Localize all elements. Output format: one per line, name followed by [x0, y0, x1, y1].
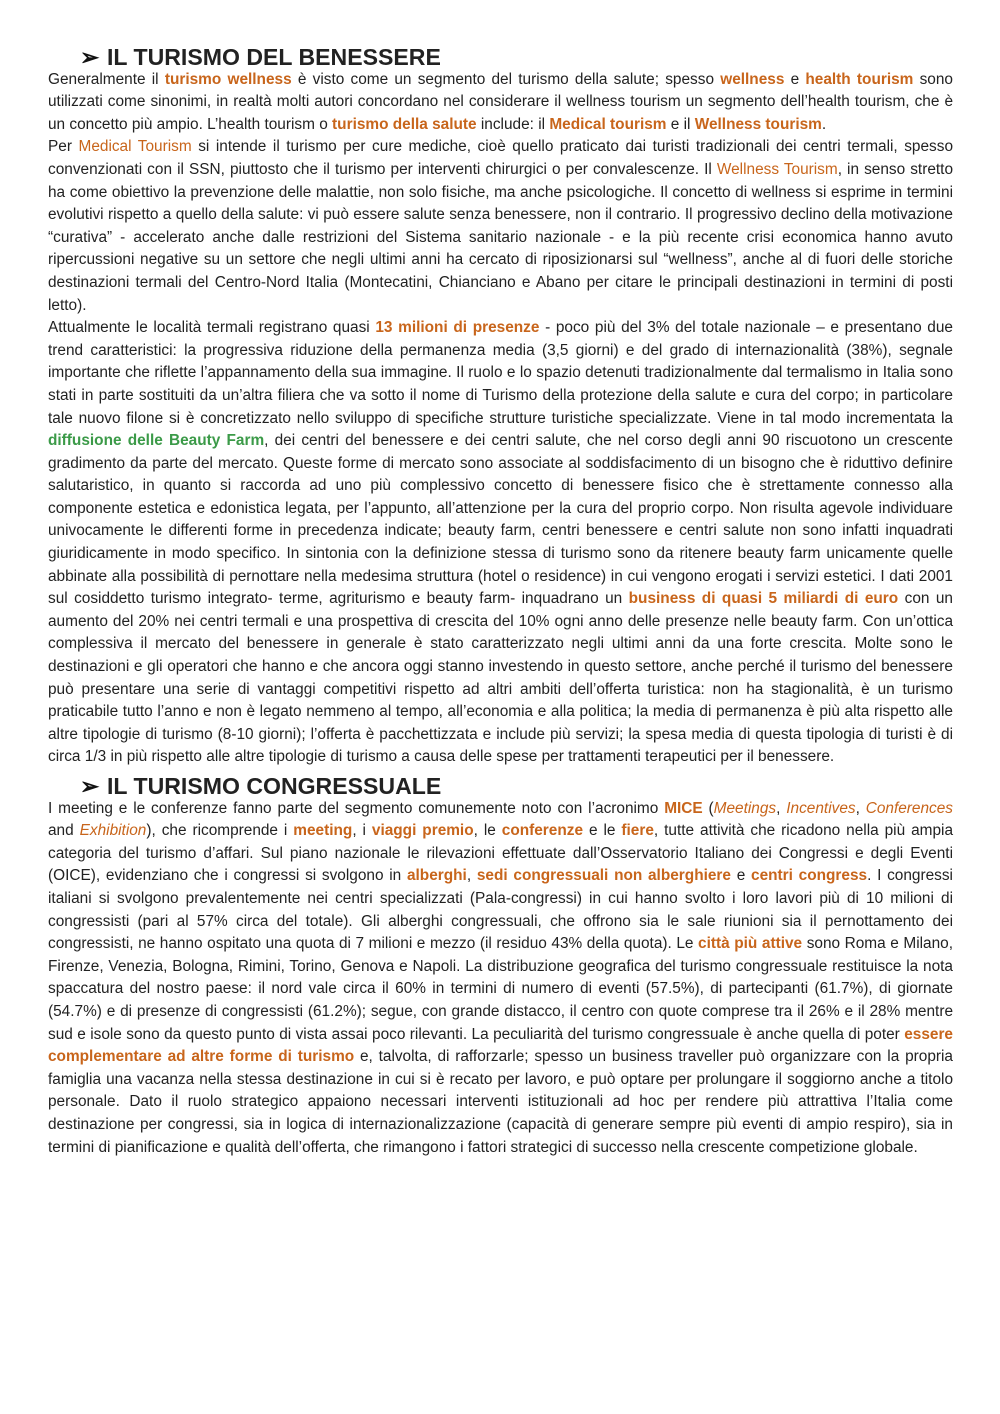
highlight: città più attive	[698, 935, 803, 953]
text: (	[702, 799, 714, 817]
section-title: IL TURISMO CONGRESSUALE	[107, 773, 442, 799]
highlight: 13 milioni di presenze	[375, 319, 540, 337]
italic-term: Conferences	[865, 799, 953, 817]
highlight: MICE	[664, 799, 703, 817]
text: Per	[48, 138, 79, 156]
section-title: IL TURISMO DEL BENESSERE	[107, 44, 441, 70]
text: - poco più del 3% del totale nazionale – e presentano due trend caratteristici: la progressiva riduzione della permanenza media (3,5 giorni) e del grado di internazionalità (38%), segnale importante che riflette l’appannamento della sua immagine. Il ruolo e lo spazio detenuti tradizionalmente dal termalismo in Italia sono stati in parte sostituiti da un’altra filiera che va sotto il nome di Turismo della protezione della salute e cura del corpo; in particolare tale nuovo filone si è concretizzato nello sviluppo di specifiche strutture turistiche specializzate. Viene in tal modo incrementata la	[48, 319, 953, 427]
text: , in senso stretto ha come obiettivo la prevenzione delle malattie, non solo fisiche, ma anche psicologiche. Il concetto di wellness si esprime in termini evolutivi rispetto a quello della salute: vi può essere salute senza benessere, non il contrario. Il progressivo declino della motivazione “curativa” - accelerato anche dalle restrizioni del Sistema sanitario nazionale - e la più recente crisi economica hanno avuto ripercussioni negative su un settore che negli ultimi anni ha cercato di riposizionarsi sul “wellness”, anche al di fuori delle storiche destinazioni termali del Centro-Nord Italia (Montecatini, Chianciano e Abano per citare le principali destinazioni in termini di posti letto).	[48, 160, 954, 314]
italic-term: Meetings	[713, 799, 777, 817]
text: , i	[352, 822, 372, 840]
arrow-bullet-icon: ➢	[80, 44, 100, 70]
highlight: health tourism	[805, 70, 914, 88]
document-page	[48, 46, 953, 1159]
highlight: alberghi	[406, 867, 467, 885]
text: e, talvolta, di rafforzarle; spesso un business traveller può organizzare con la propria famiglia una vacanza nella stessa destinazione in cui si è recato per lavoro, e può optare per prolungare il soggiorno anche a titolo personale. Dato il ruolo strategico appaiono necessari interventi istituzionali ad hoc per rendere più attrattiva l’Italia come destinazione per congressi, sia in logica di internazionalizzazione (capacità di generare sempre più eventi di ampio respiro), sia in termini di pianificazione e qualità dell’offerta, che rimangono i fattori strategici di successo nella crescente competizione globale.	[48, 1048, 953, 1156]
highlight: Wellness Tourism	[716, 160, 838, 178]
text: ,	[776, 799, 787, 817]
text: e il	[666, 115, 695, 133]
text: ,	[855, 799, 866, 817]
text: , dei centri del benessere e dei centri salute, che nel corso degli anni 90 riscuotono un crescente gradimento da parte del mercato. Queste forme di mercato sono associate al soddisfacimento di un bisogno che è riduttivo definire salutaristico, in quanto si raccorda ad uno più complessivo concetto di benessere fisico che è strettamente connesso alla componente estetica e edonistica legata, per l’appunto, all’attenzione per la cura del proprio corpo. Non risulta agevole individuare univocamente le differenti forme in precedenza indicate; beauty farm, centri benessere e centri salute non sono infatti inquadrati giuridicamente in modo specifico. In sintonia con la definizione stessa di turismo sono da ritenere beauty farm unicamente quelle abbinate alla possibilità di pernottare nella medesima struttura (hotel o residence) in cui vengono erogati i servizi estetici. I dati 2001 sul cosiddetto turismo integrato- terme, agriturismo e beauty farm- inquadrano un	[48, 432, 953, 608]
highlight: business di quasi 5 miliardi di euro	[628, 590, 899, 608]
text: ), che ricomprende i	[146, 822, 294, 840]
text: e le	[583, 822, 622, 840]
paragraph-wellness-intro	[48, 69, 953, 137]
highlight: viaggi premio	[371, 822, 474, 840]
highlight: Medical Tourism	[78, 138, 192, 156]
text: si intende il turismo per cure mediche, cioè quello praticato dai turisti tradizionali dei centri termali, spesso convenzionati con il SSN, piuttosto che il turismo per interventi chirurgici o per convalescenze. Il	[48, 138, 954, 178]
arrow-bullet-icon: ➢	[80, 773, 100, 799]
text: , le	[473, 822, 502, 840]
highlight: Wellness tourism	[694, 115, 822, 133]
highlight: conferenze	[501, 822, 584, 840]
paragraph-termal-market	[48, 317, 953, 769]
text: e	[730, 867, 752, 885]
highlight: fiere	[621, 822, 654, 840]
text: ,	[466, 867, 477, 885]
highlight: turismo wellness	[164, 70, 292, 88]
paragraph-mice	[48, 798, 953, 1160]
italic-term: Exhibition	[79, 822, 147, 840]
text: . I congressi italiani si svolgono prevalentemente nei centri specializzati (Pala-congressi) in cui hanno svolto i loro lavori più di 10 milioni di congressisti (pari al 57% circa del totale). Gli alberghi congressuali, che offrono sia le sale riunioni sia il pernottamento dei congressisti, ne hanno ospitato una quota di 7 milioni e mezzo (il residuo 43% della quota). Le	[48, 867, 953, 953]
text: sono Roma e Milano, Firenze, Venezia, Bologna, Rimini, Torino, Genova e Napoli. La distribuzione geografica del turismo congressuale restituisce la nota spaccatura del nostro paese: il nord vale circa il 60% in termini di numero di eventi (57.5%), di partecipanti (61.7%), di giornate (54.7%) e di presenze di congressisti (61.2%); segue, con grande distacco, il centro con quote comprese tra il 26% e il 28% mentre sud e isole sono da questo punto di vista assai poco rilevanti. La peculiarità del turismo congressuale è anche quella di poter	[48, 935, 953, 1043]
text: sono utilizzati come sinonimi, in realtà molti autori concordano nel considerare il wellness tourism un segmento dell’health tourism, che è un concetto più ampio. L’health tourism o	[48, 70, 953, 133]
paragraph-medical-tourism	[48, 136, 953, 317]
text: include: il	[476, 115, 550, 133]
text: e	[784, 70, 806, 88]
highlight: sedi congressuali non alberghiere	[476, 867, 731, 885]
highlight: turismo della salute	[332, 115, 477, 133]
text: è visto come un segmento del turismo della salute; spesso	[291, 70, 721, 88]
highlight-green: diffusione delle Beauty Farm	[48, 432, 265, 450]
text: , tutte attività che ricadono nella più ampia categoria del turismo d’affari. Sul piano nazionale le rilevazioni effettuate dall’Osservatorio Italiano dei Congressi e degli Eventi (OICE), evidenziano che i congressi si svolgono in	[48, 822, 954, 885]
italic-term: Incentives	[786, 799, 856, 817]
text: Generalmente il	[48, 70, 165, 88]
section-heading-congressuale	[48, 775, 953, 798]
text: and	[48, 822, 80, 840]
highlight: meeting	[293, 822, 353, 840]
highlight: wellness	[720, 70, 785, 88]
text: I meeting e le conferenze fanno parte del segmento comunemente noto con l’acronimo	[48, 799, 665, 817]
text: con un aumento del 20% nei centri termali e una prospettiva di crescita del 10% ogni anno delle presenze nelle beauty farm. Con un’ottica complessiva il mercato del benessere in generale è stato caratterizzato negli ultimi anni da una forte crescita. Molte sono le destinazioni e gli operatori che hanno e che ancora oggi stanno investendo in questo settore, anche perché il turismo del benessere può presentare una serie di vantaggi competitivi rispetto ad altri ambiti dell’offerta turistica: non ha stagionalità, è un turismo praticabile tutto l’anno e non è legato nemmeno al tempo, all’economia e alla politica; la media di permanenza è più alta rispetto alle altre tipologie di turismo (8-10 giorni); l’offerta è pacchettizzata e include più servizi; la spesa media di questa tipologia di turisti è di circa 1/3 in più rispetto alle altre tipologie di turismo a causa delle spese per trattamenti terapeutici per il benessere.	[48, 590, 953, 766]
text: .	[821, 115, 827, 133]
highlight: essere complementare ad altre forme di turismo	[48, 1025, 953, 1066]
text: Attualmente le località termali registrano quasi	[48, 319, 376, 337]
highlight: centri congress	[751, 867, 868, 885]
highlight: Medical tourism	[549, 115, 667, 133]
section-heading-benessere	[48, 46, 953, 69]
